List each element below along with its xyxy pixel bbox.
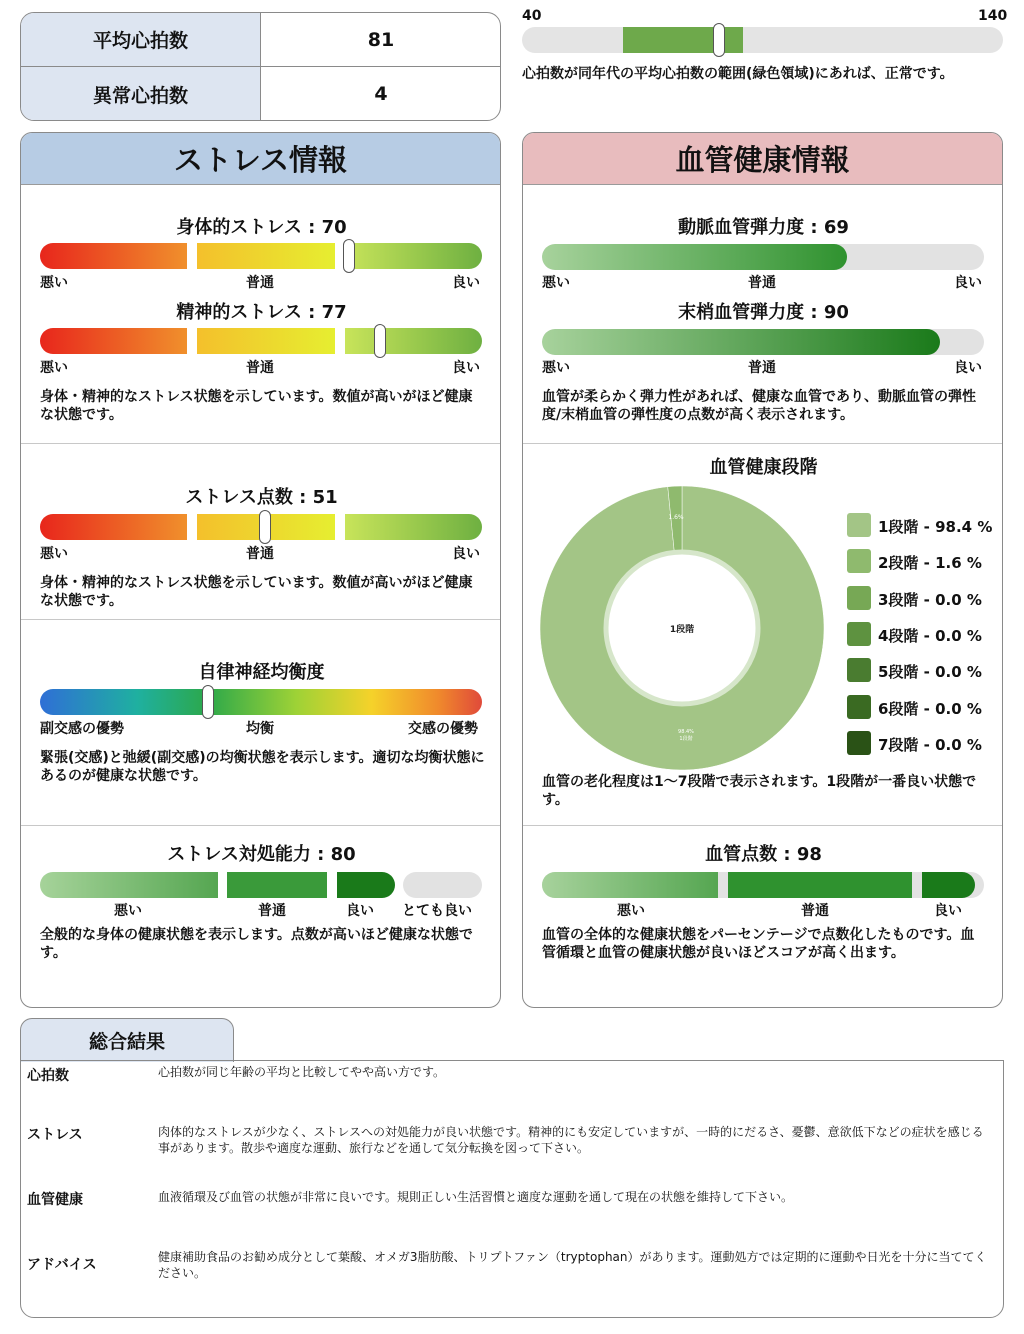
stress-score-gauge bbox=[40, 514, 482, 540]
abnormal-heart-rate-row bbox=[21, 67, 500, 121]
stress-coping-description: 全般的な身体の健康状態を表示します。点数が高いほど健康な状態です。 bbox=[40, 927, 473, 961]
vascular-label-bad: 悪い bbox=[617, 903, 645, 919]
legend-item-label: 5段階 - 0.0 % bbox=[878, 663, 982, 682]
vascular-elasticity-description: 血管が柔らかく弾力性があれば、健康な血管であり、動脈血管の弾性度/末梢血管の弾性度の点数が高く表示されます。 bbox=[542, 389, 976, 423]
gauge-label-good: 良い bbox=[954, 275, 982, 291]
vascular-label-normal: 普通 bbox=[801, 903, 829, 919]
legend-swatch bbox=[847, 513, 871, 537]
gauge-label-bad: 悪い bbox=[40, 360, 68, 376]
stress-coping-gauge bbox=[40, 872, 482, 898]
legend-item-label: 3段階 - 0.0 % bbox=[878, 590, 982, 609]
legend-swatch bbox=[847, 658, 871, 682]
peripheral-elasticity-title: 末梢血管弾力度 : 90 bbox=[678, 302, 849, 323]
legend-item-label: 1段階 - 98.4 % bbox=[878, 518, 993, 536]
stress-panel-title: ストレス情報 bbox=[21, 133, 500, 185]
divider bbox=[21, 825, 500, 826]
legend-item-label: 4段階 - 0.0 % bbox=[878, 626, 982, 645]
gauge-normal-segment bbox=[197, 328, 335, 354]
donut-slice-label: 98.4% bbox=[678, 729, 694, 735]
summary-key-vascular: 血管健康 bbox=[27, 1192, 83, 1208]
vascular-panel bbox=[522, 132, 1003, 1008]
summary-value-heart-rate: 心拍数が同じ年齢の平均と比較してやや高い方です。 bbox=[158, 1065, 446, 1079]
vascular-normal-segment bbox=[728, 872, 912, 898]
gauge-label-normal: 普通 bbox=[246, 275, 274, 291]
abnormal-heart-rate-label: 異常心拍数 bbox=[21, 67, 261, 121]
gauge-bad-segment bbox=[40, 514, 187, 540]
stress-panel bbox=[20, 132, 501, 1008]
divider bbox=[523, 443, 1002, 444]
vascular-stage-title: 血管健康段階 bbox=[709, 457, 818, 478]
vascular-score-gauge bbox=[542, 872, 984, 898]
summary-key-heart-rate: 心拍数 bbox=[27, 1068, 69, 1084]
gauge-label-normal: 普通 bbox=[748, 360, 776, 376]
physical-stress-title: 身体的ストレス : 70 bbox=[176, 217, 347, 238]
avg-heart-rate-label: 平均心拍数 bbox=[21, 13, 261, 66]
vascular-panel-title: 血管健康情報 bbox=[523, 133, 1002, 185]
avg-heart-rate-value: 81 bbox=[367, 28, 395, 51]
gauge-label-normal: 普通 bbox=[246, 360, 274, 376]
autonomic-balance-title: 自律神経均衡度 bbox=[198, 662, 325, 683]
legend-swatch bbox=[847, 586, 871, 610]
divider bbox=[523, 825, 1002, 826]
summary-value-advice: 健康補助食品のお勧め成分として葉酸、オメガ3脂肪酸、トリプトファン（tryptophan）があります。運動処方では定期的に運動や日光を十分に当ててください。 bbox=[158, 1250, 987, 1280]
coping-bad-segment bbox=[40, 872, 218, 898]
heart-rate-range-gauge bbox=[522, 27, 1003, 53]
mental-stress-marker bbox=[374, 324, 386, 358]
vascular-bad-segment bbox=[542, 872, 718, 898]
ans-label-balance: 均衡 bbox=[246, 721, 274, 737]
coping-normal-segment bbox=[227, 872, 327, 898]
heart-rate-note: 心拍数が同年代の平均心拍数の範囲(緑色領域)にあれば、正常です。 bbox=[522, 66, 954, 82]
autonomic-balance-description: 緊張(交感)と弛緩(副交感)の均衡状態を表示します。適切な均衡状態にあるのが健康な状態です。 bbox=[40, 750, 485, 784]
gauge-normal-segment bbox=[197, 243, 335, 269]
ans-label-parasympathetic: 副交感の優勢 bbox=[40, 721, 124, 737]
stress-score-marker bbox=[259, 510, 271, 544]
summary-table bbox=[20, 1060, 1004, 1318]
vascular-label-good: 良い bbox=[934, 903, 962, 919]
coping-label-good: 良い bbox=[346, 903, 374, 919]
physical-stress-marker bbox=[343, 239, 355, 273]
donut-slice-label: 1.6% bbox=[668, 514, 684, 521]
gauge-bad-segment bbox=[40, 328, 187, 354]
divider bbox=[21, 443, 500, 444]
summary-key-advice: アドバイス bbox=[27, 1257, 97, 1273]
abnormal-heart-rate-value: 4 bbox=[374, 83, 388, 105]
legend-swatch bbox=[847, 549, 871, 573]
legend-item-label: 7段階 - 0.0 % bbox=[878, 735, 982, 754]
legend-swatch bbox=[847, 731, 871, 755]
gauge-label-bad: 悪い bbox=[542, 360, 570, 376]
summary-value-vascular: 血液循環及び血管の状態が非常に良いです。規則正しい生活習慣と適度な運動を通して現在の状態を維持して下さい。 bbox=[158, 1190, 794, 1204]
gauge-label-good: 良い bbox=[954, 360, 982, 376]
vascular-stage-description: 血管の老化程度は1〜7段階で表示されます。1段階が一番良い状態です。 bbox=[542, 774, 977, 808]
stress-description: 身体・精神的なストレス状態を示しています。数値が高いがほど健康な状態です。 bbox=[40, 389, 473, 423]
normal-range-zone bbox=[623, 27, 743, 53]
coping-very-good-segment bbox=[403, 872, 482, 898]
coping-label-bad: 悪い bbox=[114, 903, 142, 919]
artery-elasticity-gauge bbox=[542, 244, 984, 270]
summary-value-stress: 肉体的なストレスが少なく、ストレスへの対処能力が良い状態です。精神的にも安定していますが、一時的にだるさ、憂鬱、意欲低下などの症状を感じる事があります。散歩や適度な運動、旅行などを通して気分転換を図って下さい。 bbox=[158, 1125, 984, 1155]
gauge-label-normal: 普通 bbox=[246, 546, 274, 562]
gauge-label-good: 良い bbox=[452, 546, 480, 562]
mental-stress-title: 精神的ストレス : 77 bbox=[176, 302, 347, 323]
donut-slice-label: 1段階 bbox=[679, 736, 693, 742]
hr-scale-max: 140 bbox=[978, 8, 1008, 24]
artery-elasticity-title: 動脈血管弾力度 : 69 bbox=[678, 217, 849, 238]
gauge-label-normal: 普通 bbox=[748, 275, 776, 291]
gauge-label-bad: 悪い bbox=[40, 546, 68, 562]
divider bbox=[21, 619, 500, 620]
legend-swatch bbox=[847, 695, 871, 719]
vascular-good-segment bbox=[922, 872, 975, 898]
stress-score-title: ストレス点数 : 51 bbox=[185, 487, 338, 508]
stress-score-description: 身体・精神的なストレス状態を示しています。数値が高いがほど健康な状態です。 bbox=[40, 575, 473, 609]
coping-label-normal: 普通 bbox=[258, 903, 286, 919]
gauge-label-good: 良い bbox=[452, 275, 480, 291]
gauge-good-segment bbox=[345, 243, 482, 269]
heart-rate-table bbox=[20, 12, 501, 121]
gauge-good-segment bbox=[345, 328, 482, 354]
gauge-good-segment bbox=[345, 514, 482, 540]
legend-item-label: 2段階 - 1.6 % bbox=[878, 554, 982, 573]
legend-item-label: 6段階 - 0.0 % bbox=[878, 699, 982, 718]
autonomic-balance-marker bbox=[202, 685, 214, 719]
avg-heart-rate-row bbox=[21, 13, 500, 67]
hr-scale-min: 40 bbox=[522, 8, 542, 24]
heart-rate-marker bbox=[713, 23, 725, 57]
physical-stress-gauge bbox=[40, 243, 482, 269]
vascular-score-description: 血管の全体的な健康状態をパーセンテージで点数化したものです。血管循環と血管の健康状態が良いほどスコアが高く出ます。 bbox=[542, 927, 975, 961]
gauge-label-bad: 悪い bbox=[542, 275, 570, 291]
stress-coping-title: ストレス対処能力 : 80 bbox=[167, 844, 356, 865]
gauge-bad-segment bbox=[40, 243, 187, 269]
ans-label-sympathetic: 交感の優勢 bbox=[408, 721, 478, 737]
coping-label-very-good: とても良い bbox=[402, 903, 472, 919]
summary-tab: 総合結果 bbox=[20, 1018, 234, 1062]
vascular-score-title: 血管点数 : 98 bbox=[705, 844, 822, 865]
gauge-label-good: 良い bbox=[452, 360, 480, 376]
legend-swatch bbox=[847, 622, 871, 646]
mental-stress-gauge bbox=[40, 328, 482, 354]
vascular-stage-donut-chart bbox=[537, 483, 827, 773]
gauge-label-bad: 悪い bbox=[40, 275, 68, 291]
summary-key-stress: ストレス bbox=[27, 1127, 83, 1143]
coping-good-segment bbox=[337, 872, 395, 898]
artery-elasticity-fill bbox=[542, 244, 847, 270]
peripheral-elasticity-gauge bbox=[542, 329, 984, 355]
peripheral-elasticity-fill bbox=[542, 329, 940, 355]
donut-center-label: 1段階 bbox=[669, 625, 695, 635]
autonomic-balance-gauge bbox=[40, 689, 482, 715]
